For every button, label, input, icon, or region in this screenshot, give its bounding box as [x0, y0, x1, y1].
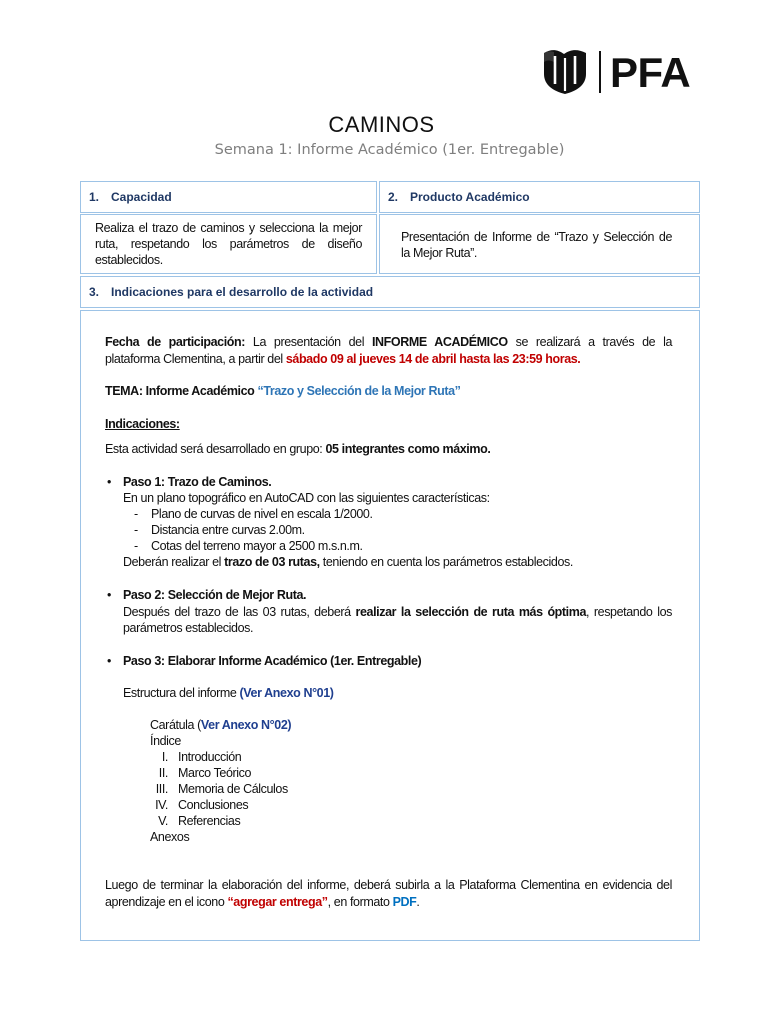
paso-2-strong: realizar la selección de ruta más óptima	[355, 604, 587, 619]
cierre-line: Luego de terminar la elaboración del informe, deberá subirla a la Plataforma Clementina en evidencia del	[105, 878, 672, 892]
bullet: •	[107, 475, 111, 489]
toc-item	[150, 781, 470, 797]
logo-divider	[599, 51, 601, 93]
toc-number: V.	[158, 814, 168, 828]
paso-3-title	[107, 653, 672, 669]
toc-label: Marco Teórico	[178, 766, 252, 780]
indicaciones-title: Indicaciones:	[105, 417, 180, 431]
paso-1	[107, 474, 672, 570]
capacidad-line: ruta, respetando los parámetros de diseño	[95, 237, 362, 251]
toc-number: III.	[155, 782, 168, 796]
dash-marker: -	[134, 539, 138, 553]
producto-line: la Mejor Ruta”.	[401, 246, 477, 260]
producto-header-cell	[379, 181, 700, 213]
toc-number: II.	[158, 766, 168, 780]
paso-1-note	[123, 554, 672, 570]
estructura-text: Estructura del informe	[123, 686, 240, 700]
paso-2-title-text: Paso 2: Selección de Mejor Ruta.	[123, 588, 307, 602]
page-title: CAMINOS	[328, 112, 435, 137]
paso-1-title	[107, 474, 672, 490]
bullet: •	[107, 588, 111, 602]
logo-text: PFA	[610, 49, 691, 96]
list-item	[123, 538, 672, 554]
grupo-strong: 05 integrantes como máximo.	[325, 442, 491, 456]
paso-1-title-text: Paso 1: Trazo de Caminos.	[123, 475, 272, 489]
toc-number: IV.	[155, 798, 168, 812]
capacidad-label: Capacidad	[111, 190, 172, 204]
cierre-text: .	[416, 895, 420, 909]
producto-label: Producto Académico	[410, 190, 530, 204]
cierre-line	[105, 894, 672, 911]
paso-1-intro: En un plano topográfico en AutoCAD con las siguientes características:	[123, 491, 490, 505]
tema-topic: “Trazo y Selección de la Mejor Ruta”	[257, 384, 461, 398]
paso-3-title-text: Paso 3: Elaborar Informe Académico (1er. Entregable)	[123, 654, 422, 668]
fecha-label: Fecha de participación:	[105, 335, 246, 349]
producto-line: Presentación de Informe de “Trazo y Selección de	[401, 230, 672, 244]
capacidad-line: establecidos.	[95, 253, 163, 267]
list-item-text: Distancia entre curvas 2.00m.	[151, 523, 305, 537]
paso-2-title	[107, 587, 672, 604]
grupo-line	[105, 441, 672, 457]
list-item	[123, 506, 672, 522]
paso-2-line: parámetros establecidos.	[123, 621, 254, 635]
fecha-line	[105, 334, 672, 351]
caratula-ref: Ver Anexo N°02)	[200, 718, 292, 732]
dash-marker: -	[134, 507, 138, 521]
tema-line	[105, 383, 672, 399]
note-strong: trazo de 03 rutas,	[224, 555, 320, 569]
note-text: Deberán realizar el	[123, 555, 225, 569]
paso-2-text: Después del trazo de las 03 rutas, deberá	[123, 604, 356, 619]
fecha-dates: sábado 09 al jueves 14 de abril hasta las 23:59 horas.	[285, 352, 581, 366]
paso-2-line	[123, 604, 672, 621]
toc-item	[150, 765, 470, 781]
list-item-text: Cotas del terreno mayor a 2500 m.s.n.m.	[151, 539, 363, 553]
capacidad-content-cell	[80, 214, 377, 274]
toc-number: I.	[161, 750, 168, 764]
fecha-line	[105, 351, 672, 368]
note-text: teniendo en cuenta los parámetros establecidos.	[319, 555, 573, 569]
fecha-text: plataforma Clementina, a partir del	[105, 352, 286, 366]
bullet: •	[107, 654, 111, 668]
fecha-text: se realizará a través de la	[507, 335, 673, 349]
list-item	[123, 522, 672, 538]
toc-item	[150, 813, 470, 829]
cierre-text: , en formato	[327, 895, 393, 909]
toc-label: Conclusiones	[178, 798, 249, 812]
paso-3	[107, 653, 672, 669]
page-subtitle: Semana 1: Informe Académico (1er. Entregable)	[214, 142, 565, 158]
indicaciones-number: 3.	[89, 285, 100, 299]
paso-2	[107, 587, 672, 637]
list-item-text: Plano de curvas de nivel en escala 1/2000.	[151, 507, 373, 521]
caratula-text: Carátula (	[150, 718, 201, 732]
toc-item	[150, 749, 470, 765]
cierre-action: “agregar entrega”	[227, 895, 328, 909]
producto-content-cell	[379, 214, 700, 274]
indice-line: Índice	[150, 734, 181, 748]
toc-label: Referencias	[178, 814, 241, 828]
producto-number: 2.	[388, 190, 399, 204]
toc-label: Introducción	[178, 750, 242, 764]
fecha-text: La presentación del	[245, 335, 372, 349]
fecha-strong: INFORME ACADÉMICO	[371, 335, 508, 349]
caratula-line	[150, 717, 470, 733]
cierre-format: PDF	[392, 895, 417, 909]
indicaciones-label: Indicaciones para el desarrollo de la actividad	[111, 285, 374, 299]
capacidad-number: 1.	[89, 190, 100, 204]
anexos-line: Anexos	[150, 830, 190, 844]
dash-marker: -	[134, 523, 138, 537]
estructura-line	[123, 685, 672, 701]
toc-item	[150, 797, 470, 813]
grupo-text: Esta actividad será desarrollado en grupo:	[105, 442, 326, 456]
cierre-text: aprendizaje en el icono	[105, 895, 228, 909]
indicaciones-header-cell	[80, 276, 700, 308]
report-structure	[150, 717, 470, 845]
cierre-paragraph	[105, 877, 672, 911]
capacidad-header-cell	[80, 181, 377, 213]
shield-icon	[543, 48, 587, 94]
tema-label: TEMA: Informe Académico	[105, 384, 258, 398]
fecha-paragraph	[105, 334, 672, 368]
paso-2-text: , respetando los	[586, 604, 672, 619]
toc-label: Memoria de Cálculos	[178, 782, 288, 796]
capacidad-line: Realiza el trazo de caminos y selecciona la mejor	[95, 221, 362, 235]
estructura-ref: (Ver Anexo N°01)	[239, 686, 334, 700]
